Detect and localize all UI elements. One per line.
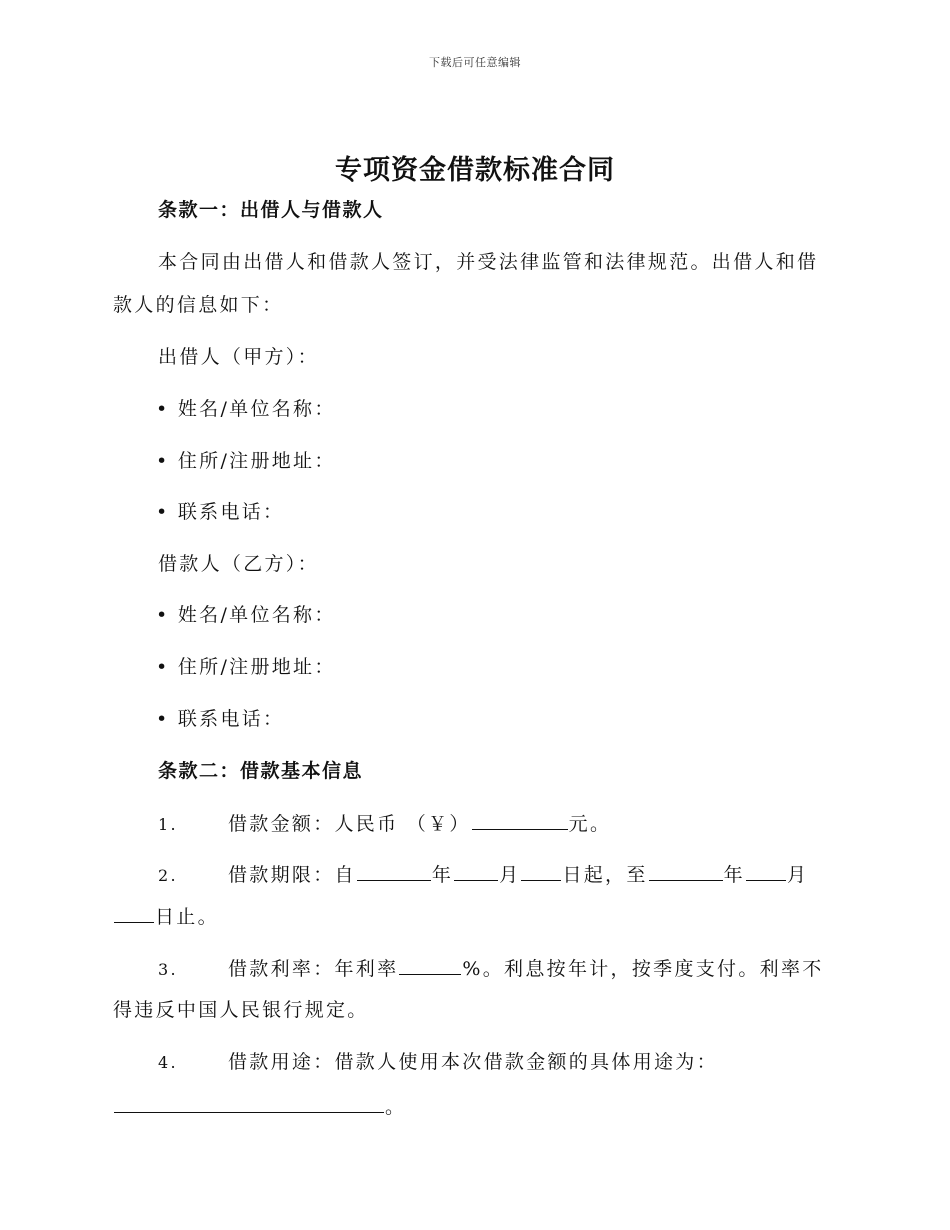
day-end-label: 日止。 [155,906,219,928]
end-year-blank [649,862,723,881]
lender-name-field: • 姓名/单位名称： [156,398,336,420]
loan-purpose-item [158,1050,718,1075]
item-number: 1. [158,815,178,834]
item-number: 4. [158,1053,178,1072]
loan-amount-item [158,811,611,837]
loan-term-item [158,862,808,888]
loan-purpose-item-line2 [113,1094,406,1119]
loan-term-item-line2 [113,904,219,929]
start-year-blank [357,862,431,881]
purpose-end: 。 [385,1096,407,1118]
lender-address-field: • 住所/注册地址： [156,450,336,472]
year-label: 年 [431,864,454,886]
interest-rate-item-line2: 得违反中国人民银行规定。 [113,999,369,1021]
purpose-blank [114,1094,384,1113]
clause1-intro-line2: 款人的信息如下： [113,294,284,316]
month-label: 月 [786,864,809,886]
borrower-label: 借款人（乙方）： [158,553,319,575]
interest-rate-label: 借款利率：年利率 [228,958,399,980]
amount-unit: 元。 [568,813,612,835]
start-month-blank [454,862,498,881]
loan-amount-label: 借款金额：人民币 （￥） [228,813,471,835]
loan-term-label: 借款期限：自 [228,864,356,886]
item-number: 2. [158,866,178,885]
borrower-address-field: • 住所/注册地址： [156,656,336,678]
document-title: 专项资金借款标准合同 [335,155,615,186]
lender-label: 出借人（甲方）： [158,346,319,368]
clause1-heading: 条款一：出借人与借款人 [158,199,384,221]
clause2-heading: 条款二：借款基本信息 [158,760,364,782]
month-label: 月 [499,864,521,886]
year-label: 年 [723,864,745,886]
loan-purpose-label: 借款用途：借款人使用本次借款金额的具体用途为： [228,1051,718,1073]
borrower-name-field: • 姓名/单位名称： [156,604,336,626]
lender-phone-field: • 联系电话： [156,501,285,523]
interest-rate-item [158,956,824,982]
header-note: 下载后可任意编辑 [429,56,521,69]
end-day-blank [114,904,154,923]
day-start-label: 日起，至 [562,864,648,886]
rate-blank [399,956,461,975]
end-month-blank [746,862,786,881]
borrower-phone-field: • 联系电话： [156,708,285,730]
interest-rate-terms: %。利息按年计，按季度支付。利率不 [462,958,824,980]
item-number: 3. [158,960,178,979]
clause1-intro-line1: 本合同由出借人和借款人签订，并受法律监管和法律规范。出借人和借 [158,251,819,273]
start-day-blank [521,862,561,881]
amount-blank [472,811,568,830]
